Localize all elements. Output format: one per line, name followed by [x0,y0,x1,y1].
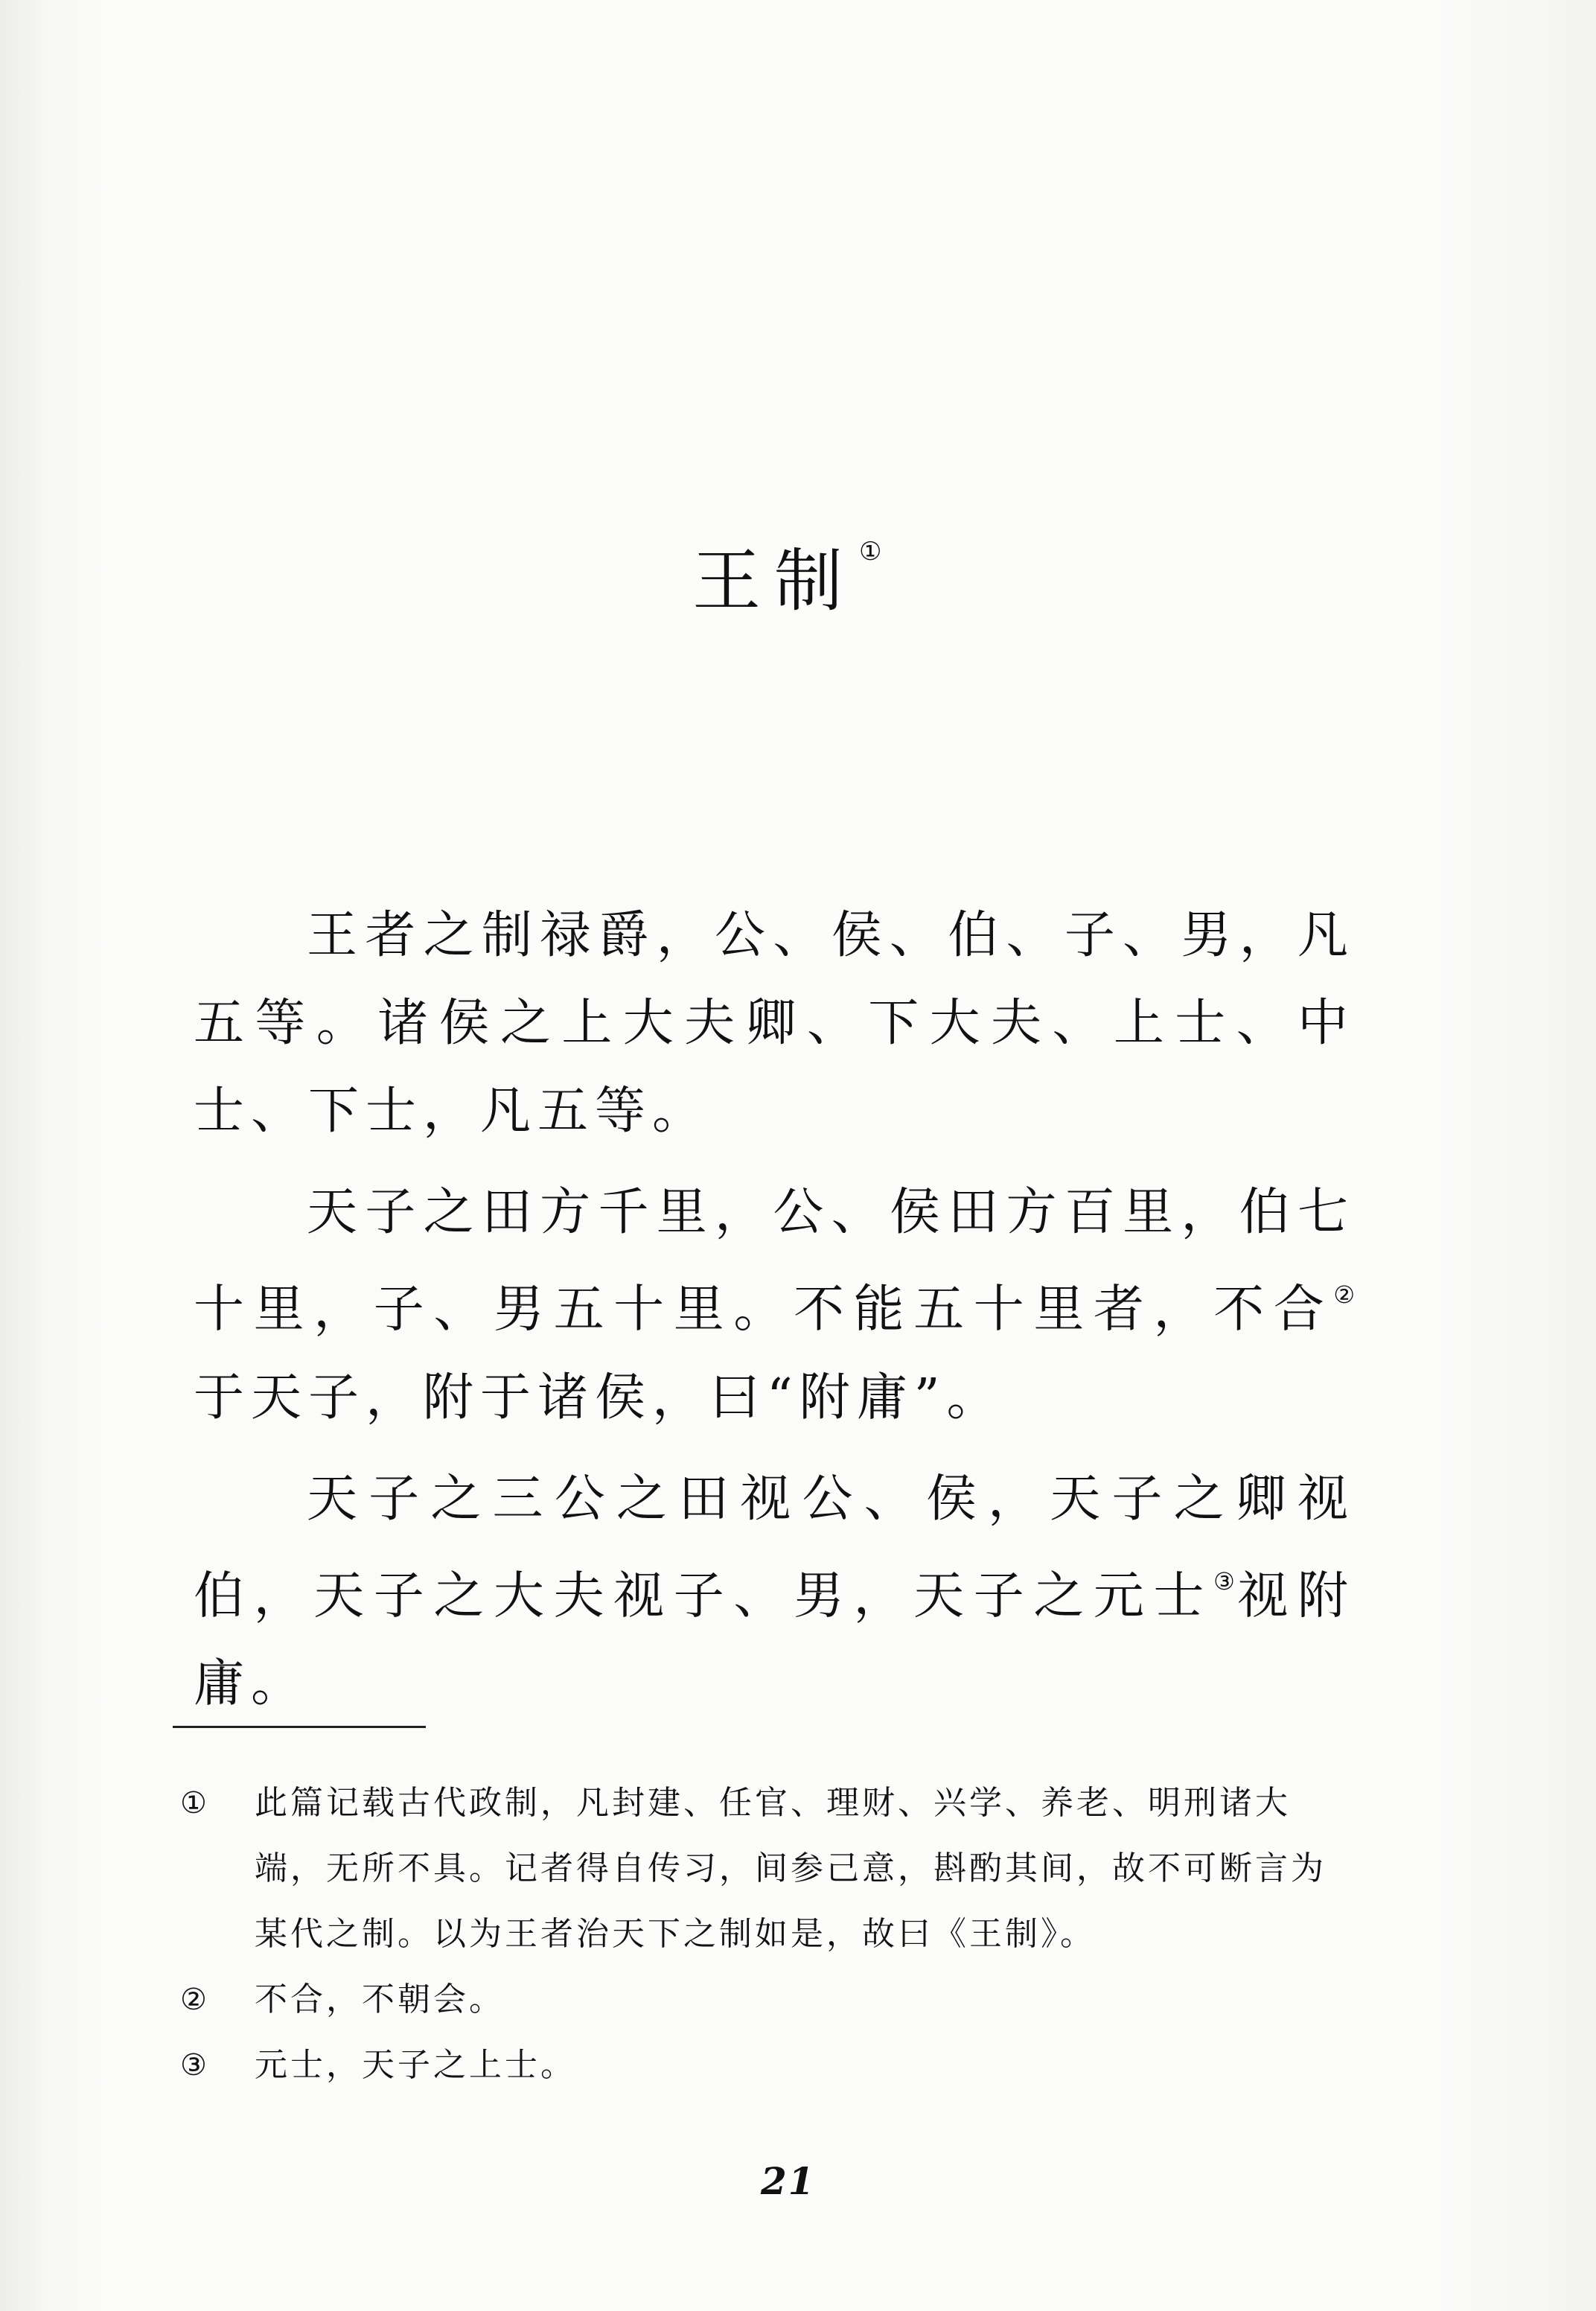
footnote-3-text: 元士，天子之上士。 [255,2046,576,2084]
footnote-2-mark: ② [180,1983,210,2017]
footnote-1-mark: ① [180,1786,210,1820]
footnote-1 [180,1770,1356,1967]
footnote-3 [180,2033,1356,2098]
page-number: 21 [761,2159,816,2203]
footnote-ref-2[interactable]: ② [1333,1281,1355,1309]
bleed-through-texture [194,275,1355,346]
footnote-ref-1[interactable]: ① [859,537,882,567]
paragraph-2-text-a: 天子之田方千里，公、侯田方百里，伯七十里，子、男五十里。不能五十里者，不合 [194,1183,1355,1339]
paragraph-2-text-b: 于天子，附于诸侯，曰“附庸”。 [194,1368,1004,1427]
footnote-ref-3[interactable]: ③ [1213,1566,1238,1596]
body-text [194,892,1355,1741]
footnote-divider [173,1726,426,1728]
paragraph-3-text-b: 视附庸。 [194,1566,1355,1714]
chapter-title [692,537,882,621]
footnotes [180,1770,1356,2098]
footnote-2-text: 不合，不朝会。 [255,1980,505,2018]
footnote-1-text: 此篇记载古代政制，凡封建、任官、理财、兴学、养老、明刑诸大端，无所不具。记者得自传习，间参己意，斟酌其间，故不可断言为某代之制。以为王者治天下之制如是，故曰《王制》。 [255,1784,1327,1953]
paragraph-3-text-a: 天子之三公之田视公、侯，天子之卿视伯，天子之大夫视子、男，天子之元士 [194,1469,1355,1626]
paragraph-3 [194,1456,1355,1729]
footnote-2 [180,1967,1356,2033]
footnote-3-mark: ③ [180,2048,210,2082]
paragraph-2 [194,1169,1355,1442]
paragraph-1 [194,892,1355,1156]
paragraph-1-text: 王者之制禄爵，公、侯、伯、子、男，凡五等。诸侯之上大夫卿、下大夫、上士、中士、下士，凡五等。 [194,906,1355,1141]
chapter-title-text: 王制 [692,541,857,621]
